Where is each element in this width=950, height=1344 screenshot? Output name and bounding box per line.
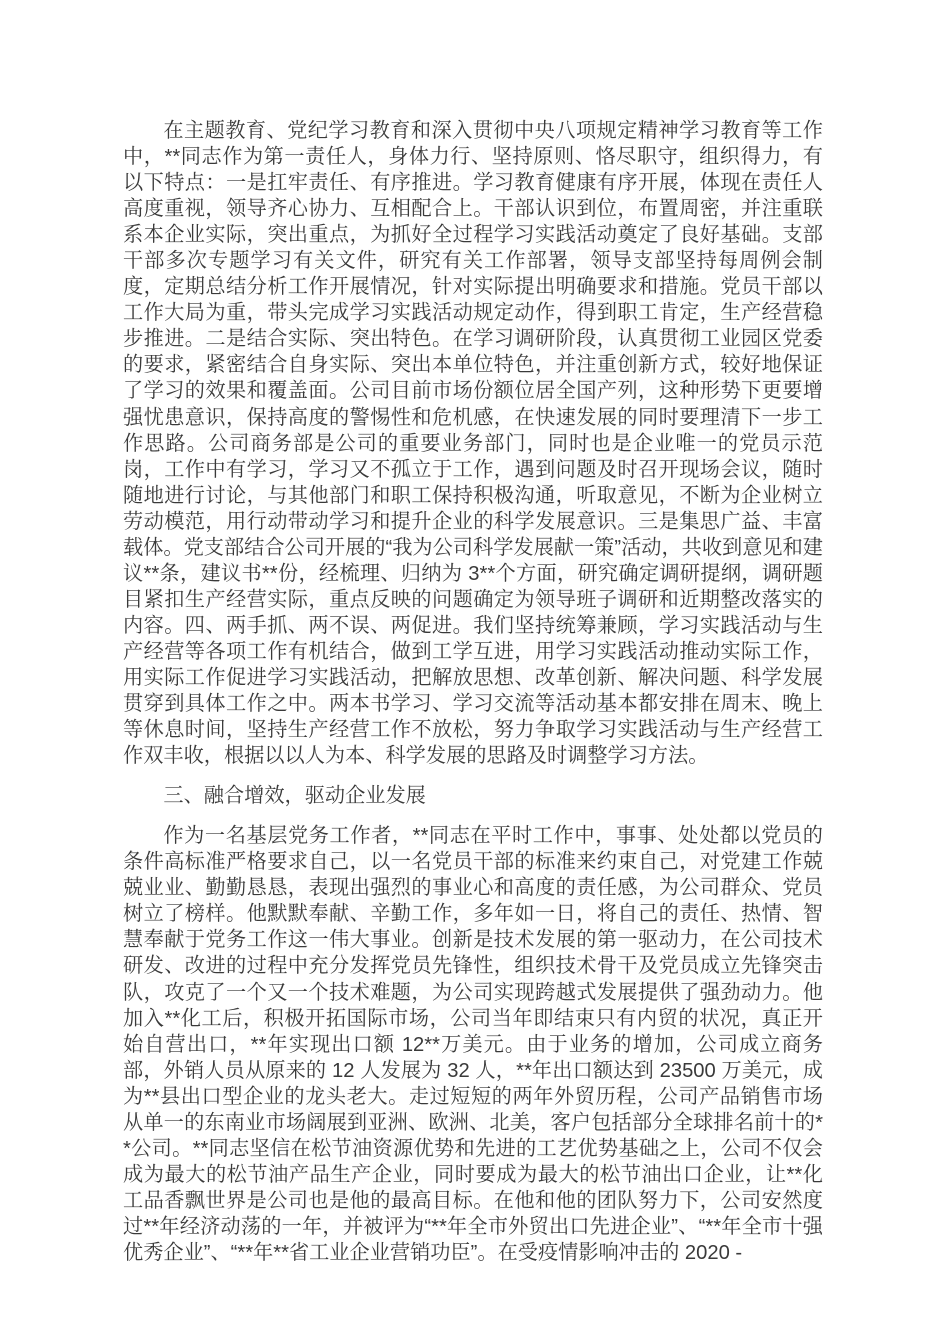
paragraph-learning-education: 在主题教育、党纪学习教育和深入贯彻中央八项规定精神学习教育等工作中，**同志作为第一责任人，身体力行、坚持原则、恪尽职守，组织得力，有以下特点：一是扛牢责任、有序推进。学习教育健康有序开展，体现在责任人高度重视，领导齐心协力、互相配合上。干部认识到位，布置周密，并注重联系本企业实际，突出重点，为抓好全过程学习实践活动奠定了良好基础。支部干部多次专题学习有关文件，研究有关工作部署，领导支部坚持每周例会制度，定期总结分析工作开展情况，针对实际提出明确要求和措施。党员干部以工作大局为重，带头完成学习实践活动规定动作，得到职工肯定，生产经营稳步推进。二是结合实际、突出特色。在学习调研阶段，认真贯彻工业园区党委的要求，紧密结合自身实际、突出本单位特色，并注重创新方式，较好地保证了学习的效果和覆盖面。公司目前市场份额位居全国产列，这种形势下更要增强忧患意识，保持高度的警惕性和危机感，在快速发展的同时要理清下一步工作思路。公司商务部是公司的重要业务部门，同时也是企业唯一的党员示范岗，工作中有学习，学习又不孤立于工作，遇到问题及时召开现场会议，随时随地进行讨论，与其他部门和职工保持积极沟通，听取意见，不断为企业树立劳动模范，用行动带动学习和提升企业的科学发展意识。三是集思广益、丰富载体。党支部结合公司开展的“我为公司科学发展献一策”活动，共收到意见和建议**条，建议书**份，经梳理、归纳为 3**个方面，研究确定调研提纲，调研题目紧扣生产经营实际，重点反映的问题确定为领导班子调研和近期整改落实的内容。四、两手抓、两不误、两促进。我们坚持统筹兼顾，学习实践活动与生产经营等各项工作有机结合，做到工学互进，用学习实践活动推动实际工作，用实际工作促进学习实践活动，把解放思想、改革创新、解决问题、科学发展贯穿到具体工作之中。两本书学习、学习交流等活动基本都安排在周末、晚上等休息时间，坚持生产经营工作不放松，努力争取学习实践活动与生产经营工作双丰收，根据以以人为本、科学发展的思路及时调整学习方法。	[123, 120, 823, 768]
spacer-before-heading	[123, 769, 823, 783]
paragraph-party-worker-achievements: 作为一名基层党务工作者，**同志在平时工作中，事事、处处都以党员的条件高标准严格要求自己，以一名党员干部的标准来约束自己，对党建工作兢兢业业、勤勤恳恳，表现出强烈的事业心和高度的责任感，为公司群众、党员树立了榜样。他默默奉献、辛勤工作，多年如一日，将自己的责任、热情、智慧奉献于党务工作这一伟大事业。创新是技术发展的第一驱动力，在公司技术研发、改进的过程中充分发挥党员先锋性，组织技术骨干及党员成立先锋突击队，攻克了一个又一个技术难题，为公司实现跨越式发展提供了强劲动力。他加入**化工后，积极开拓国际市场，公司当年即结束只有内贸的状况，真正开始自营出口，**年实现出口额 12**万美元。由于业务的增加，公司成立商务部，外销人员从原来的 12 人发展为 32 人，**年出口额达到 23500 万美元，成为**县出口型企业的龙头老大。走过短短的两年外贸历程，公司产品销售市场从单一的东南业市场阔展到亚洲、欧洲、北美，客户包括部分全球排名前十的**公司。**同志坚信在松节油资源优势和先进的工艺优势基础之上，公司不仅会成为最大的松节油产品生产企业，同时要成为最大的松节油出口企业，让**化工品香飘世界是公司也是他的最高目标。在他和他的团队努力下，公司安然度过**年经济动荡的一年，并被评为“**年全市外贸出口先进企业”、“**年全市十强优秀企业”、“**年**省工业企业营销功臣”。在受疫情影响冲击的 2020 -	[123, 825, 823, 1264]
document-text-column	[123, 118, 823, 1266]
section-heading-three: 三、融合增效，驱动企业发展	[163, 785, 426, 808]
spacer-after-heading	[123, 809, 823, 823]
